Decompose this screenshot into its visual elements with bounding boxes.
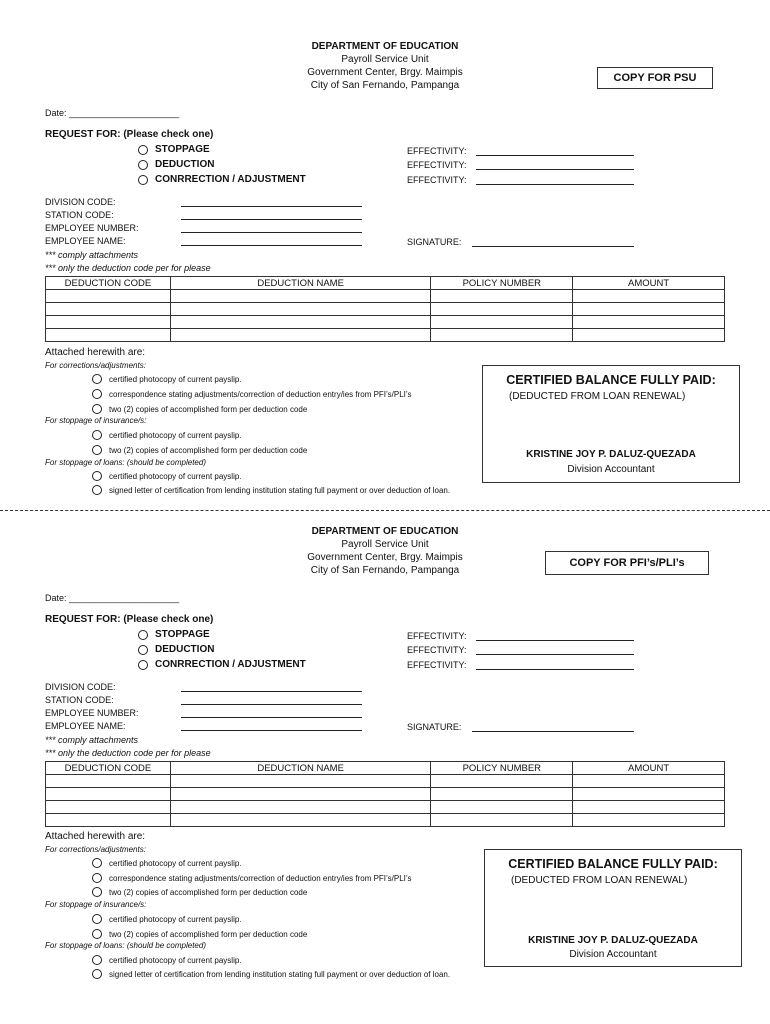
header-department: DEPARTMENT OF EDUCATION	[311, 526, 459, 537]
table-cell[interactable]	[573, 788, 725, 801]
group-corrections: For corrections/adjustments:	[45, 845, 146, 854]
table-cell[interactable]	[431, 788, 573, 801]
table-row[interactable]	[46, 290, 725, 303]
table-cell[interactable]	[170, 303, 431, 316]
table-cell[interactable]	[46, 316, 171, 329]
table-cell[interactable]	[46, 329, 171, 342]
table-cell[interactable]	[170, 801, 431, 814]
correspondence-checkbox[interactable]	[92, 389, 102, 399]
attached-label: Attached herewith are:	[45, 831, 146, 842]
correction-radio[interactable]	[138, 660, 148, 670]
payslip-checkbox[interactable]	[92, 374, 102, 384]
table-cell[interactable]	[431, 801, 573, 814]
item-payslip: certified photocopy of current payslip.	[109, 859, 242, 868]
division-code-label: DIVISION CODE:	[45, 197, 116, 207]
header-deduction-code: DEDUCTION CODE	[46, 762, 171, 775]
correspondence-checkbox[interactable]	[92, 873, 102, 883]
table-cell[interactable]	[170, 775, 431, 788]
employee-name-line[interactable]	[181, 245, 362, 246]
group-corrections: For corrections/adjustments:	[45, 361, 146, 370]
header-address: Government Center, Brgy. Maimpis	[307, 552, 463, 563]
item-payslip: certified photocopy of current payslip.	[109, 431, 242, 440]
header-policy-number: POLICY NUMBER	[431, 277, 573, 290]
employee-number-line[interactable]	[181, 717, 362, 718]
stoppage-radio[interactable]	[138, 630, 148, 640]
date-field[interactable]: Date: ______________________	[45, 593, 180, 603]
signature-label: SIGNATURE:	[407, 722, 462, 732]
certified-box	[482, 365, 740, 483]
payslip-checkbox[interactable]	[92, 914, 102, 924]
station-code-label: STATION CODE:	[45, 695, 114, 705]
table-row[interactable]	[46, 775, 725, 788]
effectivity-label: EFFECTIVITY:	[407, 660, 467, 670]
table-cell[interactable]	[170, 316, 431, 329]
note-deduction-code: *** only the deduction code per for please	[45, 748, 211, 758]
table-row[interactable]	[46, 801, 725, 814]
effectivity-deduction-line[interactable]	[476, 654, 634, 655]
effectivity-correction-line[interactable]	[476, 669, 634, 670]
item-correspondence: correspondence stating adjustments/correction of deduction entry/ies from PFI’s/PLI’s	[109, 874, 412, 883]
group-insurance: For stoppage of insurance/s:	[45, 900, 147, 909]
item-two-copies: two (2) copies of accomplished form per deduction code	[109, 405, 308, 414]
form-pfi	[0, 485, 770, 979]
header-amount: AMOUNT	[573, 277, 725, 290]
effectivity-label: EFFECTIVITY:	[407, 175, 467, 185]
note-attachments: *** comply attachments	[45, 735, 139, 745]
table-row[interactable]	[46, 316, 725, 329]
table-cell[interactable]	[431, 814, 573, 827]
certified-box	[484, 849, 742, 967]
item-signed-letter: signed letter of certification from lending institution stating full payment or over deduction of loan.	[109, 970, 451, 979]
group-loans: For stoppage of loans: (should be completed)	[45, 458, 206, 467]
payslip-checkbox[interactable]	[92, 955, 102, 965]
header-unit: Payroll Service Unit	[341, 54, 429, 65]
table-cell[interactable]	[46, 775, 171, 788]
copy-label: COPY FOR PFI’s/PLI’s	[545, 551, 709, 575]
effectivity-stoppage-line[interactable]	[476, 155, 634, 156]
header-deduction-name: DEDUCTION NAME	[170, 762, 431, 775]
header-unit: Payroll Service Unit	[341, 539, 429, 550]
station-code-line[interactable]	[181, 704, 362, 705]
division-code-line[interactable]	[181, 691, 362, 692]
option-deduction: DEDUCTION	[155, 159, 215, 170]
employee-name-label: EMPLOYEE NAME:	[45, 721, 126, 731]
deduction-radio[interactable]	[138, 160, 148, 170]
header-amount: AMOUNT	[573, 762, 725, 775]
note-attachments: *** comply attachments	[45, 250, 139, 260]
header-policy-number: POLICY NUMBER	[431, 762, 573, 775]
signed-letter-checkbox[interactable]	[92, 969, 102, 979]
effectivity-label: EFFECTIVITY:	[407, 146, 467, 156]
table-cell[interactable]	[431, 775, 573, 788]
table-cell[interactable]	[573, 316, 725, 329]
item-correspondence: correspondence stating adjustments/correction of deduction entry/ies from PFI’s/PLI’s	[109, 390, 412, 399]
table-cell[interactable]	[573, 775, 725, 788]
effectivity-stoppage-line[interactable]	[476, 640, 634, 641]
copy-label: COPY FOR PSU	[597, 67, 713, 89]
two-copies-checkbox[interactable]	[92, 445, 102, 455]
header-deduction-name: DEDUCTION NAME	[170, 277, 431, 290]
accountant-position: Division Accountant	[569, 949, 657, 960]
table-cell[interactable]	[573, 814, 725, 827]
signature-label: SIGNATURE:	[407, 237, 462, 247]
accountant-position: Division Accountant	[567, 464, 655, 475]
table-cell[interactable]	[170, 814, 431, 827]
option-deduction: DEDUCTION	[155, 644, 215, 655]
table-row[interactable]	[46, 303, 725, 316]
two-copies-checkbox[interactable]	[92, 404, 102, 414]
group-loans: For stoppage of loans: (should be completed)	[45, 941, 206, 950]
attached-label: Attached herewith are:	[45, 347, 146, 358]
item-two-copies: two (2) copies of accomplished form per deduction code	[109, 930, 308, 939]
request-label: REQUEST FOR: (Please check one)	[45, 129, 214, 140]
certified-title: CERTIFIED BALANCE FULLY PAID:	[508, 857, 718, 871]
table-header-row	[46, 277, 725, 290]
request-label: REQUEST FOR: (Please check one)	[45, 614, 214, 625]
table-cell[interactable]	[46, 801, 171, 814]
table-cell[interactable]	[46, 788, 171, 801]
payslip-checkbox[interactable]	[92, 858, 102, 868]
certified-subtitle: (DEDUCTED FROM LOAN RENEWAL)	[511, 875, 688, 886]
certified-subtitle: (DEDUCTED FROM LOAN RENEWAL)	[509, 391, 686, 402]
item-payslip: certified photocopy of current payslip.	[109, 472, 242, 481]
header-city: City of San Fernando, Pampanga	[310, 565, 460, 576]
form-psu	[0, 0, 770, 495]
accountant-name: KRISTINE JOY P. DALUZ-QUEZADA	[526, 449, 696, 460]
employee-name-line[interactable]	[181, 730, 362, 731]
table-cell[interactable]	[431, 290, 573, 303]
two-copies-checkbox[interactable]	[92, 929, 102, 939]
header-address: Government Center, Brgy. Maimpis	[307, 67, 463, 78]
table-cell[interactable]	[431, 316, 573, 329]
certified-title: CERTIFIED BALANCE FULLY PAID:	[506, 373, 716, 387]
table-cell[interactable]	[431, 303, 573, 316]
table-cell[interactable]	[46, 303, 171, 316]
effectivity-label: EFFECTIVITY:	[407, 645, 467, 655]
station-code-label: STATION CODE:	[45, 210, 114, 220]
employee-number-label: EMPLOYEE NUMBER:	[45, 223, 139, 233]
division-code-label: DIVISION CODE:	[45, 682, 116, 692]
header-city: City of San Fernando, Pampanga	[310, 80, 460, 91]
employee-number-line[interactable]	[181, 232, 362, 233]
item-payslip: certified photocopy of current payslip.	[109, 915, 242, 924]
correction-radio[interactable]	[138, 175, 148, 185]
employee-name-label: EMPLOYEE NAME:	[45, 236, 126, 246]
table-row[interactable]	[46, 814, 725, 827]
item-two-copies: two (2) copies of accomplished form per deduction code	[109, 888, 308, 897]
header-department: DEPARTMENT OF EDUCATION	[311, 41, 459, 52]
item-two-copies: two (2) copies of accomplished form per deduction code	[109, 446, 308, 455]
two-copies-checkbox[interactable]	[92, 887, 102, 897]
item-payslip: certified photocopy of current payslip.	[109, 375, 242, 384]
employee-number-label: EMPLOYEE NUMBER:	[45, 708, 139, 718]
table-cell[interactable]	[170, 290, 431, 303]
table-cell[interactable]	[573, 290, 725, 303]
table-cell[interactable]	[573, 329, 725, 342]
item-signed-letter: signed letter of certification from lending institution stating full payment or over deduction of loan.	[109, 486, 451, 495]
option-stoppage: STOPPAGE	[155, 144, 210, 155]
option-stoppage: STOPPAGE	[155, 629, 210, 640]
option-correction: CONRRECTION / ADJUSTMENT	[155, 659, 306, 670]
table-cell[interactable]	[46, 290, 171, 303]
effectivity-label: EFFECTIVITY:	[407, 160, 467, 170]
table-header-row	[46, 762, 725, 775]
table-cell[interactable]	[431, 329, 573, 342]
table-cell[interactable]	[170, 788, 431, 801]
date-field[interactable]: Date: ______________________	[45, 108, 180, 118]
division-code-line[interactable]	[181, 206, 362, 207]
station-code-line[interactable]	[181, 219, 362, 220]
header-deduction-code: DEDUCTION CODE	[46, 277, 171, 290]
effectivity-correction-line[interactable]	[476, 184, 634, 185]
table-cell[interactable]	[573, 801, 725, 814]
option-correction: CONRRECTION / ADJUSTMENT	[155, 174, 306, 185]
stoppage-radio[interactable]	[138, 145, 148, 155]
note-deduction-code: *** only the deduction code per for please	[45, 263, 211, 273]
table-cell[interactable]	[46, 814, 171, 827]
payslip-checkbox[interactable]	[92, 471, 102, 481]
item-payslip: certified photocopy of current payslip.	[109, 956, 242, 965]
table-row[interactable]	[46, 788, 725, 801]
table-row[interactable]	[46, 329, 725, 342]
signature-line[interactable]	[472, 731, 634, 732]
effectivity-label: EFFECTIVITY:	[407, 631, 467, 641]
deduction-table	[45, 276, 725, 342]
table-cell[interactable]	[573, 303, 725, 316]
deduction-table	[45, 761, 725, 827]
deduction-radio[interactable]	[138, 645, 148, 655]
effectivity-deduction-line[interactable]	[476, 169, 634, 170]
group-insurance: For stoppage of insurance/s:	[45, 416, 147, 425]
table-cell[interactable]	[170, 329, 431, 342]
payslip-checkbox[interactable]	[92, 430, 102, 440]
accountant-name: KRISTINE JOY P. DALUZ-QUEZADA	[528, 935, 698, 946]
signature-line[interactable]	[472, 246, 634, 247]
